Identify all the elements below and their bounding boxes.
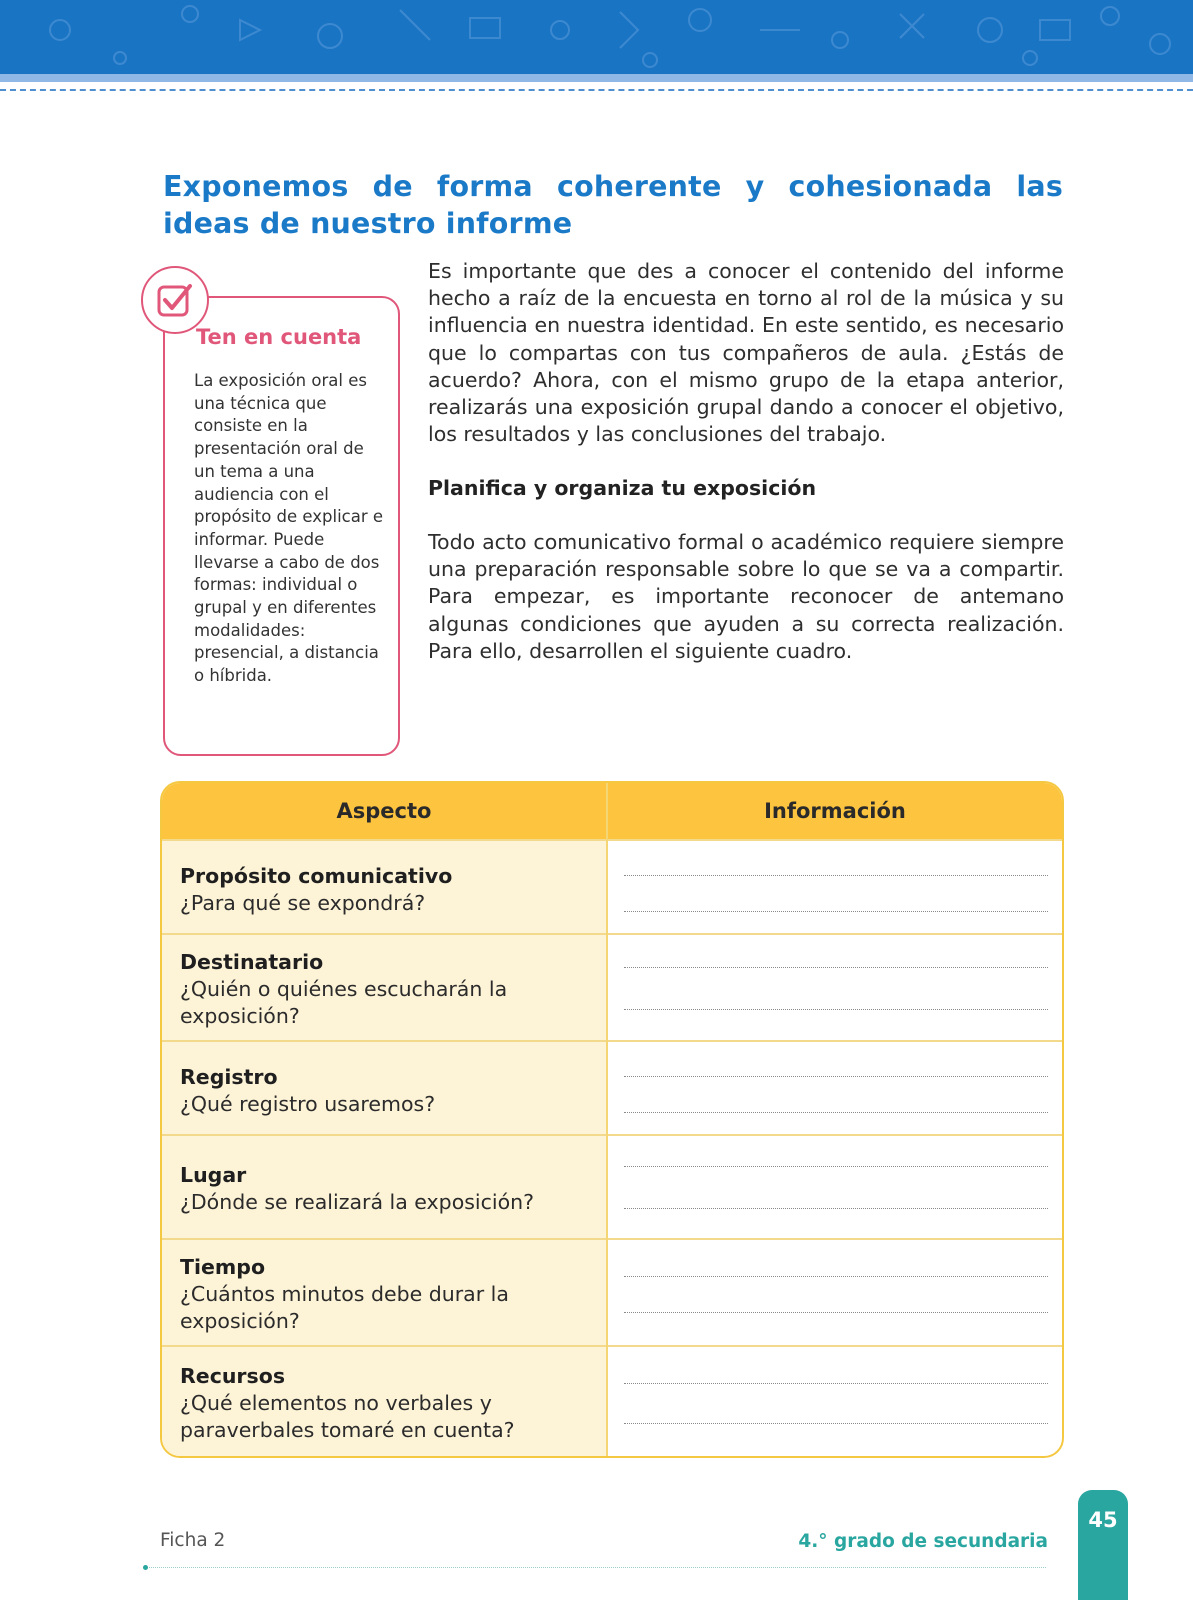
answer-line[interactable] (624, 911, 1048, 912)
answer-line[interactable] (624, 1312, 1048, 1313)
answer-line[interactable] (624, 875, 1048, 876)
tip-badge (141, 266, 209, 334)
page-title: Exponemos de forma coherente y cohesionada las ideas de nuestro informe (163, 170, 1063, 240)
answer-line[interactable] (624, 1076, 1048, 1077)
aspect-text (180, 1254, 590, 1335)
banner-strip (0, 74, 1193, 82)
aspect-label: Lugar (180, 1163, 247, 1187)
answer-line[interactable] (624, 1423, 1048, 1424)
aspect-label: Propósito comunicativo (180, 864, 453, 888)
footer-ficha: Ficha 2 (160, 1530, 226, 1551)
answer-line[interactable] (624, 1112, 1048, 1113)
table-row (162, 1238, 1062, 1345)
aspect-question: ¿Dónde se realizará la exposición? (180, 1190, 534, 1214)
header-banner (0, 0, 1193, 74)
header-informacion: Información (764, 799, 906, 823)
answer-line[interactable] (624, 967, 1048, 968)
checkbox-check-icon (156, 280, 196, 320)
second-paragraph: Todo acto comunicativo formal o académico requiere siempre una preparación responsable sobre lo que se va a compartir. Para empezar, es importante reconocer de antemano algunas condiciones que ayuden a su correcta realización. Para ello, desarrollen el siguiente cuadro. (428, 530, 1064, 663)
answer-line[interactable] (624, 1276, 1048, 1277)
planning-table (160, 781, 1064, 1458)
answer-line[interactable] (624, 1208, 1048, 1209)
page-number: 45 (1088, 1508, 1118, 1532)
aspect-question: ¿Para qué se expondrá? (180, 891, 426, 915)
answer-line[interactable] (624, 1383, 1048, 1384)
answer-line[interactable] (624, 1009, 1048, 1010)
intro-paragraph: Es importante que des a conocer el contenido del informe hecho a raíz de la encuesta en torno al rol de la música y su influencia en nuestra identidad. En este sentido, es necesario que lo compartas con tus compañeros de aula. ¿Estás de acuerdo? Ahora, con el mismo grupo de la etapa anterior, realizarás una exposición grupal dando a conocer el objetivo, los resultados y las conclusiones del trabajo. (428, 259, 1064, 447)
table-row (162, 839, 1062, 933)
aspect-text (180, 949, 590, 1030)
table-row (162, 933, 1062, 1040)
header-aspecto: Aspecto (336, 799, 432, 823)
aspect-text (180, 1064, 590, 1118)
aspect-label: Destinatario (180, 950, 324, 974)
footer-grade: 4.° grado de secundaria (798, 1531, 1048, 1552)
tip-heading: Ten en cuenta (196, 325, 362, 349)
table-row (162, 1040, 1062, 1134)
aspect-question: ¿Qué elementos no verbales y paraverbales tomaré en cuenta? (180, 1391, 515, 1442)
banner-dashed-line (0, 89, 1193, 91)
footer-dot (143, 1565, 148, 1570)
table-row (162, 1345, 1062, 1456)
aspect-label: Registro (180, 1065, 278, 1089)
aspect-question: ¿Cuántos minutos debe durar la exposición? (180, 1282, 509, 1333)
aspect-text (180, 1363, 590, 1444)
footer-dotted-line (146, 1567, 1046, 1568)
table-row (162, 1134, 1062, 1238)
page-number-tab (1078, 1490, 1128, 1600)
aspect-label: Recursos (180, 1364, 286, 1388)
aspect-label: Tiempo (180, 1255, 266, 1279)
column-divider (606, 783, 608, 1456)
aspect-question: ¿Qué registro usaremos? (180, 1092, 436, 1116)
section-subheading: Planifica y organiza tu exposición (428, 476, 817, 500)
aspect-text (180, 1162, 590, 1216)
banner-doodles (0, 0, 1193, 74)
table-header (162, 783, 1062, 839)
aspect-question: ¿Quién o quiénes escucharán la exposición? (180, 977, 508, 1028)
answer-line[interactable] (624, 1166, 1048, 1167)
aspect-text (180, 863, 590, 917)
tip-text: La exposición oral es una técnica que consiste en la presentación oral de un tema a una audiencia con el propósito de explicar e informar. Puede llevarse a cabo de dos formas: individual o grupal y en diferentes modalidades: presencial, a distancia o híbrida. (194, 371, 384, 686)
